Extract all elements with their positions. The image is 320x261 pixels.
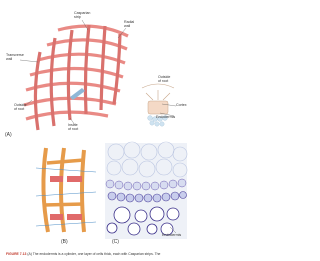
label-outside-of-root: Outside of root — [14, 103, 27, 111]
casparian-strip-b — [50, 176, 63, 182]
endodermis-cylinder — [24, 25, 128, 130]
panel-c-letter: (C) — [112, 239, 119, 245]
figure-number: FIGURE 7.13 — [6, 252, 27, 256]
label-transverse-wall: Transverse wall — [6, 53, 24, 61]
endodermal-cell-walls — [36, 148, 96, 232]
label-radial-wall: Radial wall — [124, 20, 135, 28]
inset-label-cortex: Cortex — [176, 103, 187, 107]
caption-text: (A) The endodermis is a cylinder, one layer of cells thick, each with Casparian strips. The — [27, 252, 161, 256]
inset-label-outside-of-root: Outside of root — [158, 75, 171, 83]
label-casparian-strip: Casparian strip — [74, 11, 91, 19]
label-inside-of-root: Inside of root — [68, 123, 79, 131]
figure-caption — [6, 252, 198, 256]
inset-label-endodermis: Endodermis — [156, 115, 176, 119]
micrograph-label-endodermis: Endodermis — [162, 233, 182, 237]
panel-a-letter: (A) — [5, 132, 12, 138]
panel-b-letter: (B) — [61, 239, 68, 245]
root-micrograph — [105, 142, 187, 239]
